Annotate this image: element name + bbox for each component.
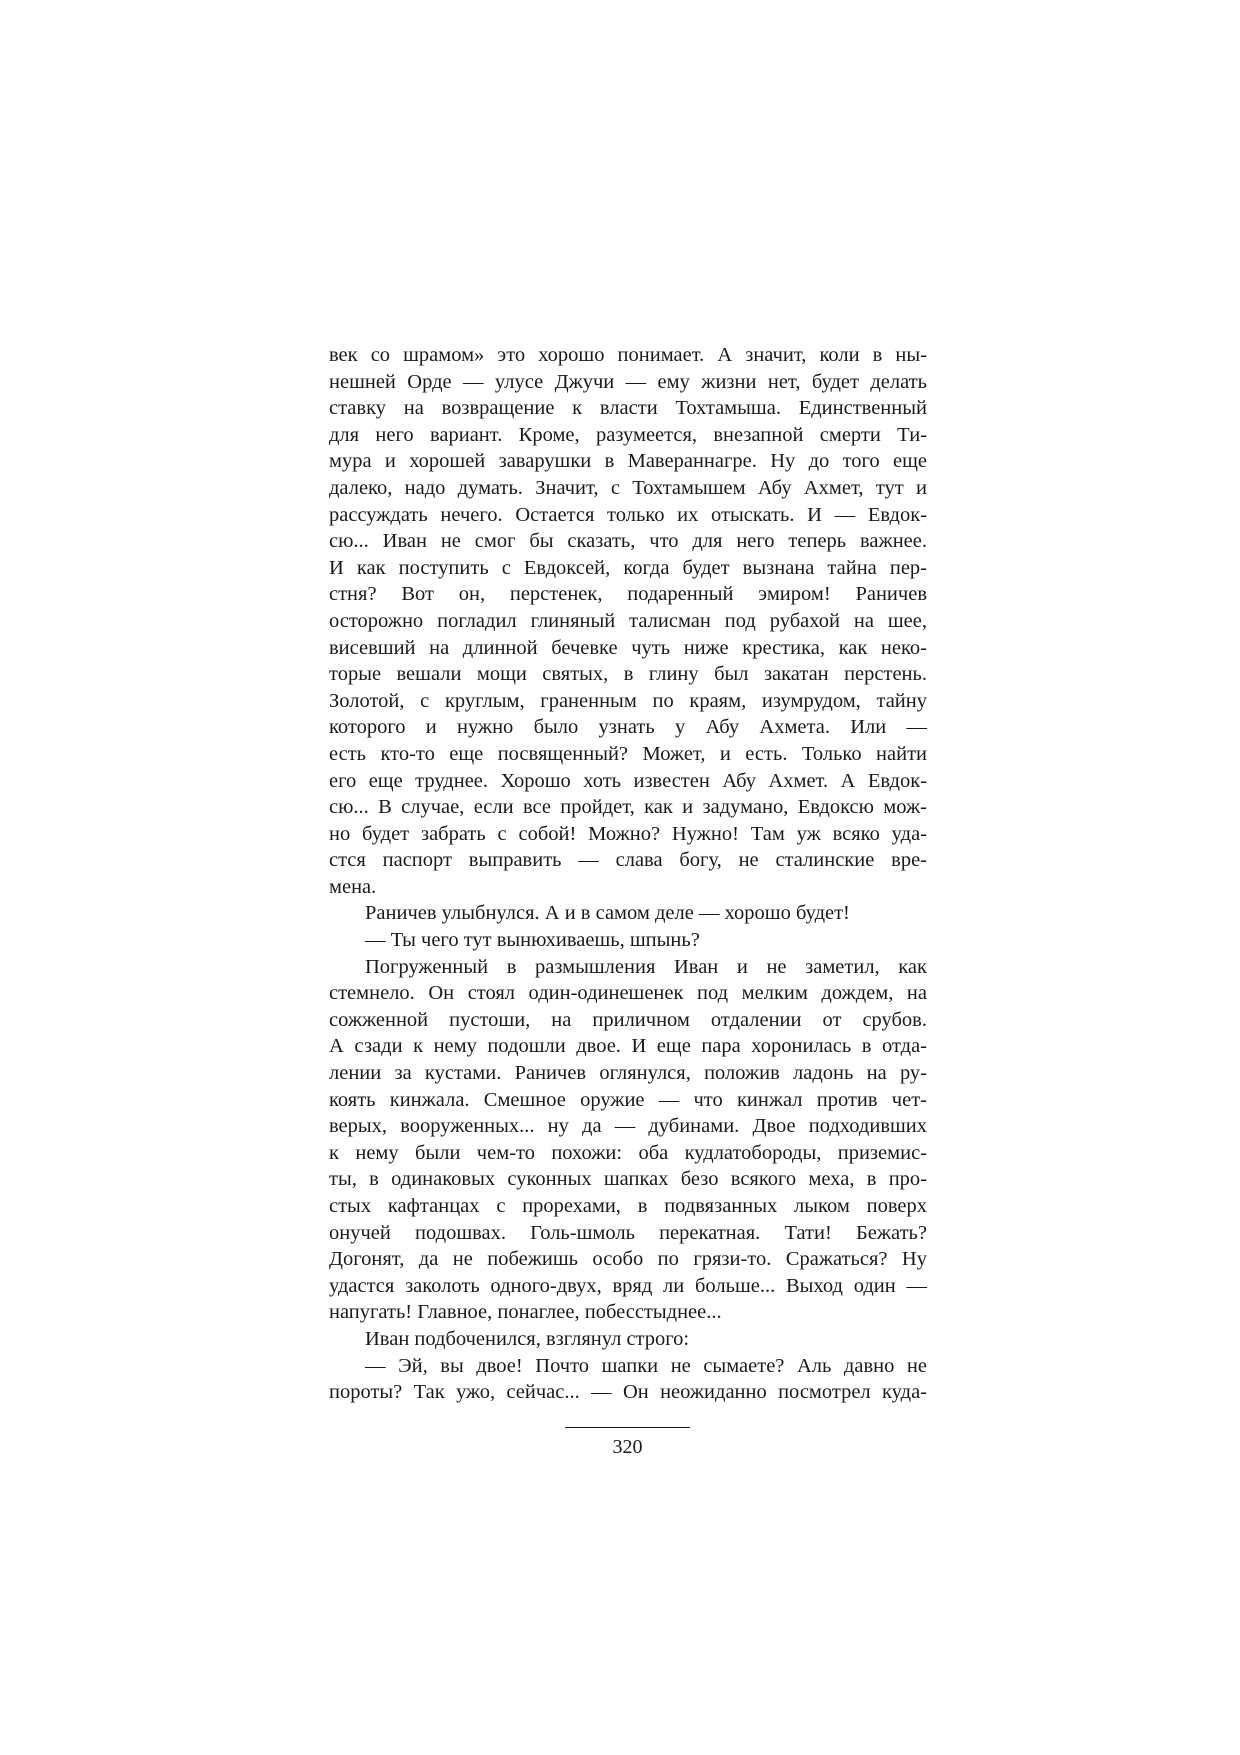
text-line: Догонят, да не побежишь особо по грязи-то. Сражаться? Ну (329, 1248, 927, 1271)
text-line: торые вешали мощи святых, в глину был закатан перстень. (329, 663, 927, 686)
text-line: ты, в одинаковых суконных шапках безо всякого меха, в про- (329, 1168, 927, 1191)
text-line: лении за кустами. Раничев оглянулся, положив ладонь на ру- (329, 1062, 927, 1085)
text-line: — Ты чего тут вынюхиваешь, шпынь? (365, 929, 700, 952)
text-line: пороты? Так ужо, сейчас... — Он неожиданно посмотрел куда- (329, 1381, 927, 1404)
text-line: далеко, надо думать. Значит, с Тохтамышем Абу Ахмет, тут и (329, 476, 927, 499)
text-line: И как поступить с Евдоксей, когда будет вызнана тайна пер- (329, 556, 927, 579)
text-line: сю... В случае, если все пройдет, как и задумано, Евдоксю мож- (329, 796, 927, 819)
text-line: век со шрамом» это хорошо понимает. А значит, коли в ны- (329, 344, 927, 366)
text-line: стемнело. Он стоял один-одинешенек под мелким дождем, на (329, 982, 927, 1005)
text-line: мура и хорошей заварушки в Мавераннагре. Ну до того еще (329, 450, 927, 473)
text-line: его еще труднее. Хорошо хоть известен Абу Ахмет. А Евдок- (329, 769, 927, 792)
text-line: нешней Орде — улусе Джучи — ему жизни нет, будет делать (329, 370, 927, 393)
page-number: 320 (612, 1436, 643, 1458)
text-line: стых кафтанцах с прорехами, в подвязанных лыком поверх (329, 1195, 927, 1217)
text-line: к нему были чем-то похожи: оба кудлатобороды, приземис- (329, 1141, 927, 1164)
footer-divider (565, 1427, 690, 1428)
text-line: есть кто-то еще посвященный? Может, и есть. Только найти (329, 742, 927, 765)
text-line: Иван подбоченился, взглянул строго: (365, 1327, 690, 1350)
text-line: осторожно погладил глиняный талисман под рубахой на шее, (329, 609, 927, 632)
text-line: напугать! Главное, понаглее, побесстыднее... (329, 1301, 722, 1324)
text-line: онучей подошвах. Голь-шмоль перекатная. Тати! Бежать? (329, 1221, 927, 1244)
text-line: висевший на длинной бечевке чуть ниже крестика, как неко- (329, 636, 927, 659)
text-line: сю... Иван не смог бы сказать, что для него теперь важнее. (329, 530, 927, 553)
text-line: Золотой, с круглым, граненным по краям, изумрудом, тайну (329, 689, 927, 712)
text-line: для него вариант. Кроме, разумеется, внезапной смерти Ти- (329, 423, 927, 446)
text-line: Раничев улыбнулся. А и в самом деле — хорошо будет! (365, 902, 850, 925)
text-line: которого и нужно было узнать у Абу Ахмета. Или — (329, 716, 927, 739)
text-line: удастся заколоть одного-двух, вряд ли больше... Выход один — (329, 1274, 927, 1297)
text-line: стся паспорт выправить — слава богу, не сталинские вре- (329, 849, 927, 872)
text-line: ставку на возвращение к власти Тохтамыша. Единственный (329, 397, 927, 420)
text-line: — Эй, вы двое! Почто шапки не сымаете? Аль давно не (365, 1354, 927, 1377)
text-line: А сзади к нему подошли двое. И еще пара хоронилась в отда- (329, 1035, 927, 1058)
body-text (329, 342, 927, 1406)
text-line: но будет забрать с собой! Можно? Нужно! Там уж всяко уда- (329, 822, 927, 845)
text-line: мена. (329, 875, 377, 898)
text-line: Погруженный в размышления Иван и не заметил, как (365, 955, 927, 978)
text-line: стня? Вот он, перстенек, подаренный эмиром! Раничев (329, 583, 927, 606)
text-line: верых, вооруженных... ну да — дубинами. Двое подходивших (329, 1115, 927, 1138)
text-line: рассуждать нечего. Остается только их отыскать. И — Евдок- (329, 503, 927, 526)
text-line: сожженной пустоши, на приличном отдалении от срубов. (329, 1008, 927, 1031)
text-line: коять кинжала. Смешное оружие — что кинжал против чет- (329, 1088, 927, 1111)
